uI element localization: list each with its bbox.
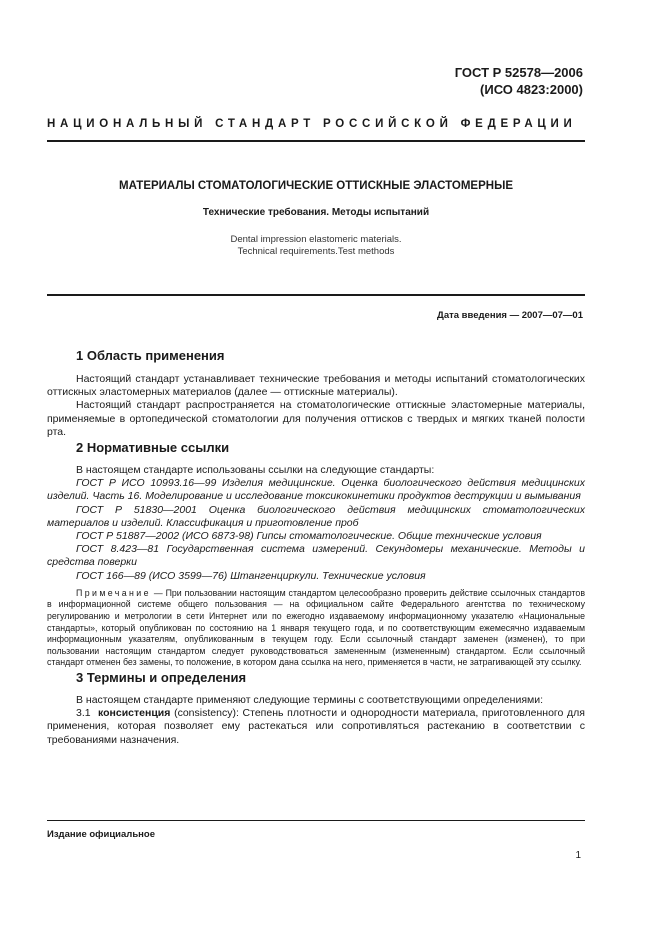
term-definition	[47, 707, 585, 747]
reference-item: ГОСТ 166—89 (ИСО 3599—76) Штангенциркули. Технические условия	[76, 569, 426, 582]
reference-item: ГОСТ Р 51887—2002 (ИСО 6873-98) Гипсы стоматологические. Общие технические условия	[76, 530, 542, 543]
top-divider	[47, 140, 585, 142]
section-1-paragraph-1: Настоящий стандарт устанавливает технические требования и методы испытаний стоматологических оттискных эластомерных материалов (далее — оттискные материалы).	[47, 373, 585, 399]
reference-note	[47, 588, 585, 669]
reference-item: ГОСТ 8.423—81 Государственная система измерений. Секундомеры механические. Методы и средства поверки	[47, 543, 585, 569]
section-3-heading: 3 Термины и определения	[76, 670, 247, 685]
section-1-paragraph-2: Настоящий стандарт распространяется на стоматологические оттискные эластомерные материалы, применяемые в ортопедической стоматологии для получения оттисков с твердых и мягких тканей полости рта.	[47, 399, 585, 438]
official-edition-label: Издание официальное	[47, 829, 155, 840]
standard-designation	[455, 64, 583, 98]
section-2-heading: 2 Нормативные ссылки	[76, 440, 230, 456]
note-text: — При пользовании настоящим стандартом целесообразно проверить действие ссылочных стандартов в информационной системе общего пользования — на официальном сайте Федерального агентства по техническому регулированию и метрологии в сети Интернет или по ежегодно издаваемому информационному указателю «Национальные стандарты», который опубликован по состоянию на 1 января текущего года, и по соответствующим ежемесячно издаваемым информационным указателям, опубликованным в текущем году. Если ссылочный стандарт заменен (изменен), то при пользовании настоящим стандартом следует руководствоваться замененным (измененным) стандартом. Если ссылочный стандарт отменен без замены, то положение, в котором дана ссылка на него, применяется в части, не затрагивающей эту ссылку.	[47, 587, 585, 668]
section-2-intro: В настоящем стандарте использованы ссылки на следующие стандарты:	[76, 464, 435, 477]
section-3-intro: В настоящем стандарте применяют следующие термины с соответствующими определениями:	[76, 694, 544, 706]
reference-item: ГОСТ Р 51830—2001 Оценка биологического действия медицинских стоматологических материалов и изделий. Классификация и приготовление проб	[47, 503, 585, 529]
english-title	[47, 234, 585, 258]
english-title-line-1: Dental impression elastomeric materials.	[230, 234, 402, 245]
iso-number: (ИСО 4823:2000)	[480, 82, 583, 97]
reference-item: ГОСТ Р ИСО 10993.16—99 Изделия медицинские. Оценка биологического действия медицинских изделий. Часть 16. Моделирование и исследование токсикокинетики продуктов деструкции и вымывания	[47, 477, 585, 503]
term-name: консистенция	[98, 707, 171, 720]
page-number: 1	[575, 850, 581, 861]
section-1-heading: 1 Область применения	[76, 348, 225, 363]
standard-title: МАТЕРИАЛЫ СТОМАТОЛОГИЧЕСКИЕ ОТТИСКНЫЕ ЭЛАСТОМЕРНЫЕ	[118, 180, 514, 192]
national-standard-banner: НАЦИОНАЛЬНЫЙ СТАНДАРТ РОССИЙСКОЙ ФЕДЕРАЦИИ	[47, 118, 577, 130]
term-text: (consistency): Степень плотности и однородности материала, приготовленного для применения, которая позволяет ему растекаться или сопротивляться растеканию в соответствии с требованиями назначения.	[47, 707, 585, 746]
note-label: Примечание	[76, 587, 151, 598]
term-number: 3.1	[76, 707, 91, 720]
footer-divider	[47, 820, 585, 821]
english-title-line-2: Technical requirements.Test methods	[237, 246, 395, 257]
standard-subtitle: Технические требования. Методы испытаний	[202, 207, 430, 218]
title-divider	[47, 294, 585, 296]
document-body	[47, 347, 585, 747]
introduction-date: Дата введения — 2007—07—01	[437, 310, 583, 321]
gost-number: ГОСТ Р 52578—2006	[454, 65, 583, 80]
